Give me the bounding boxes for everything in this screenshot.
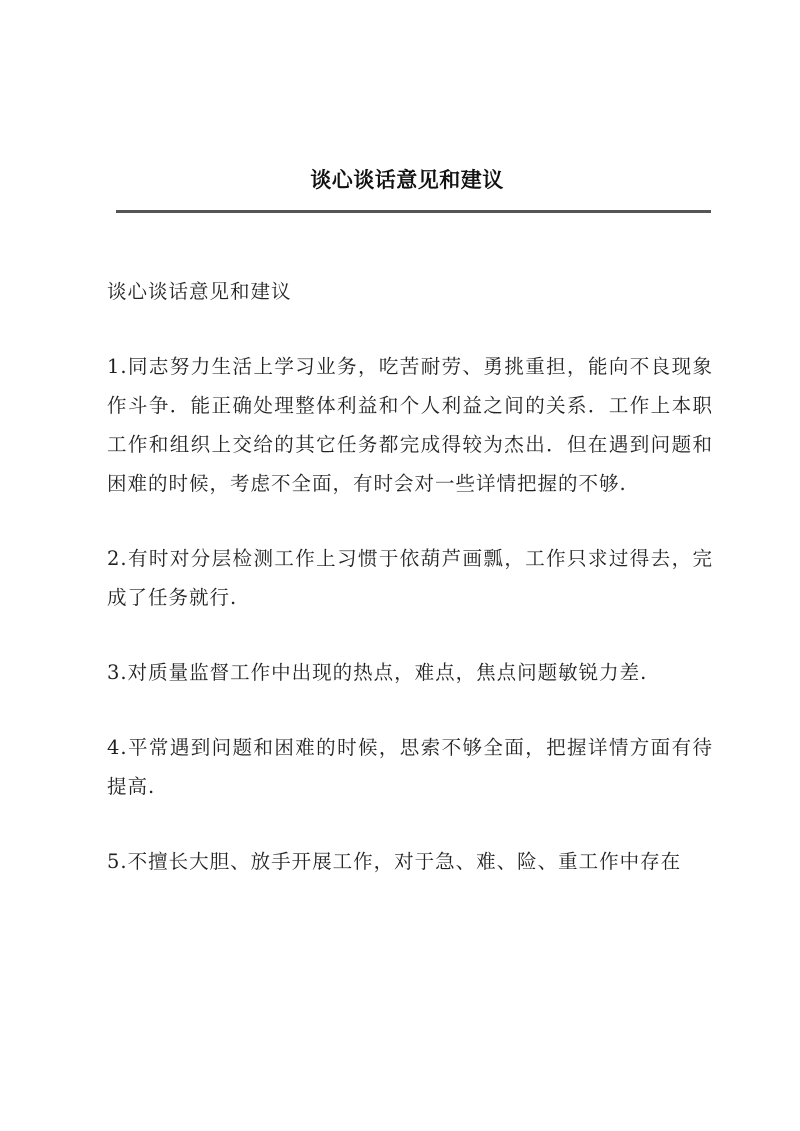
- document-title: 谈心谈话意见和建议: [310, 167, 504, 192]
- paragraph-4: 4.平常遇到问题和困难的时候，思索不够全面，把握详情方面有待提高.: [107, 736, 713, 798]
- document-body: [107, 272, 713, 917]
- paragraph-5: 5.不擅长大胆、放手开展工作，对于急、难、险、重工作中存在: [107, 850, 682, 873]
- paragraph-3: 3.对质量监督工作中出现的热点，难点，焦点问题敏锐力差.: [107, 661, 648, 684]
- paragraph-1: 1.同志努力生活上学习业务，吃苦耐劳、勇挑重担，能向不良现象作斗争．能正确处理整体利益和个人利益之间的关系．工作上本职工作和组织上交给的其它任务都完成得较为杰出．但在遇到问题和困难的时候，考虑不全面，有时会对一些详情把握的不够.: [107, 355, 713, 495]
- document-subtitle: 谈心谈话意见和建议: [107, 280, 292, 303]
- title-divider: [116, 210, 711, 213]
- paragraph-2: 2.有时对分层检测工作上习惯于依葫芦画瓢，工作只求过得去，完成了任务就行.: [107, 547, 713, 609]
